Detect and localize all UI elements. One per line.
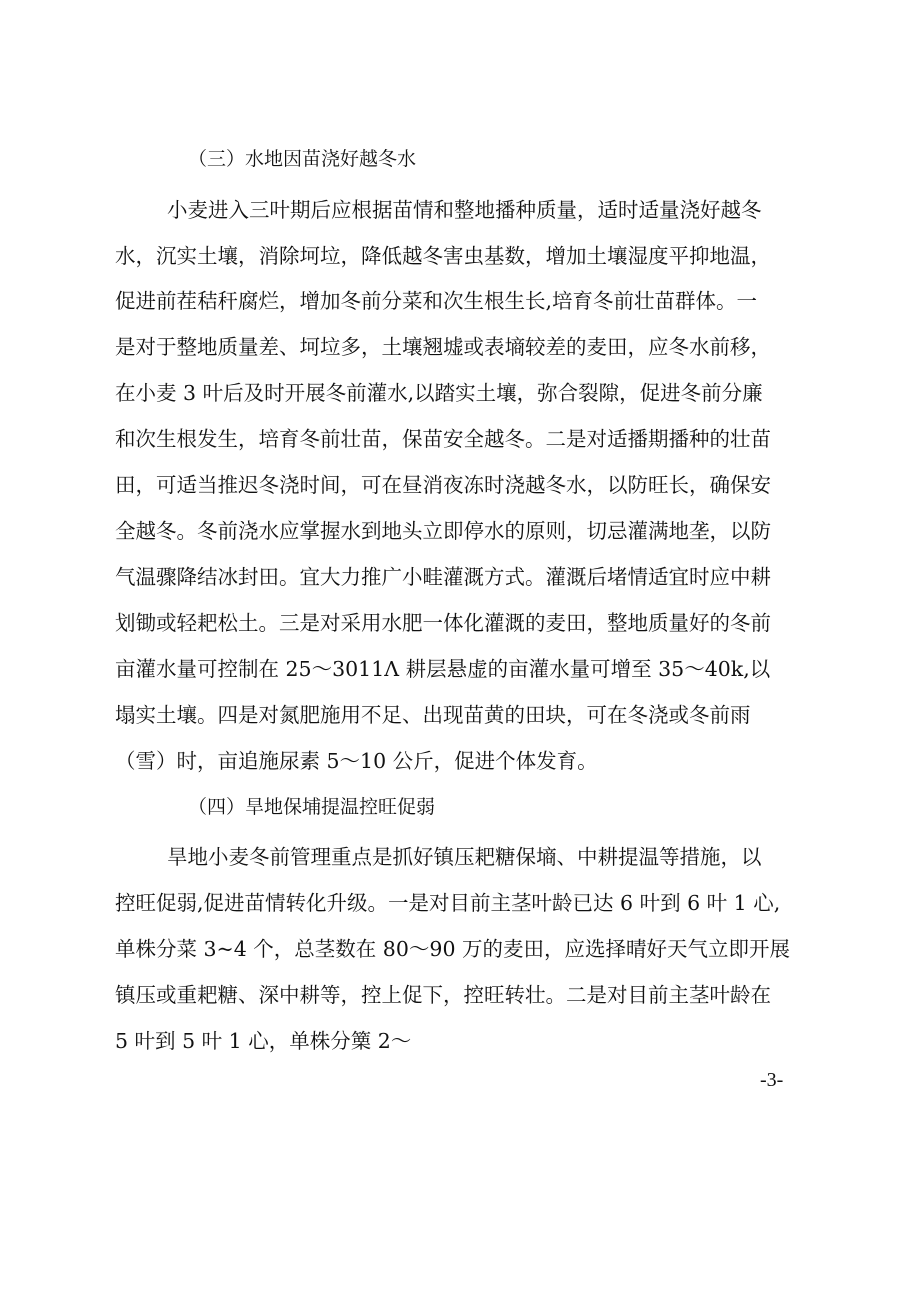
paragraph-line: 气温骤降结冰封田。宜大力推广小畦灌溉方式。灌溉后堵情适宜时应中耕 bbox=[115, 565, 771, 589]
section-3-heading: （三）水地因苗浇好越冬水 bbox=[188, 148, 417, 170]
paragraph-line: 划锄或轻耙松土。三是对采用水肥一体化灌溉的麦田，整地质量好的冬前 bbox=[115, 611, 771, 635]
paragraph-line: 促进前茬秸秆腐烂，增加冬前分菜和次生根生长,培育冬前壮苗群体。一 bbox=[115, 289, 758, 313]
paragraph-line: 全越冬。冬前浇水应掌握水到地头立即停水的原则，切忌灌满地垄，以防 bbox=[115, 519, 771, 543]
paragraph-line: 镇压或重耙糖、深中耕等，控上促下，控旺转壮。二是对目前主茎叶龄在 bbox=[115, 983, 771, 1007]
paragraph-line: 旱地小麦冬前管理重点是抓好镇压耙糖保墒、中耕提温等措施，以 bbox=[167, 845, 762, 869]
section-4-heading: （四）旱地保埔提温控旺促弱 bbox=[188, 796, 436, 818]
paragraph-line: 田，可适当推迟冬浇时间，可在昼消夜冻时浇越冬水，以防旺长，确保安 bbox=[115, 473, 771, 497]
paragraph-line: 小麦进入三叶期后应根据苗情和整地播种质量，适时适量浇好越冬 bbox=[167, 198, 762, 222]
paragraph-line: 5 叶到 5 叶 1 心，单株分篥 2～ bbox=[115, 1029, 412, 1053]
paragraph-line: 单株分菜 3~4 个，总茎数在 80～90 万的麦田，应选择晴好天气立即开展 bbox=[115, 937, 790, 961]
paragraph-line: 亩灌水量可控制在 25～3011Λ 耕层悬虚的亩灌水量可增至 35～40k,以 bbox=[115, 657, 771, 681]
paragraph-line: （雪）时，亩追施尿素 5～10 公斤，促进个体发育。 bbox=[115, 749, 598, 773]
paragraph-line: 水，沉实土壤，消除坷垃，降低越冬害虫基数，增加土壤湿度平抑地温， bbox=[115, 244, 771, 268]
paragraph-line: 控旺促弱,促进苗情转化升级。一是对目前主茎叶龄已达 6 叶到 6 叶 1 心, bbox=[115, 891, 781, 915]
page-number: -3- bbox=[760, 1069, 784, 1091]
paragraph-line: 是对于整地质量差、坷垃多，土壤翘墟或表墒较差的麦田，应冬水前移， bbox=[115, 335, 771, 359]
paragraph-line: 塌实土壤。四是对氮肥施用不足、出现苗黄的田块，可在冬浇或冬前雨 bbox=[115, 703, 751, 727]
paragraph-line: 和次生根发生，培育冬前壮苗，保苗安全越冬。二是对适播期播种的壮苗 bbox=[115, 427, 771, 451]
paragraph-line: 在小麦 3 叶后及时开展冬前灌水,以踏实土壤，弥合裂隙，促进冬前分廉 bbox=[115, 381, 763, 405]
